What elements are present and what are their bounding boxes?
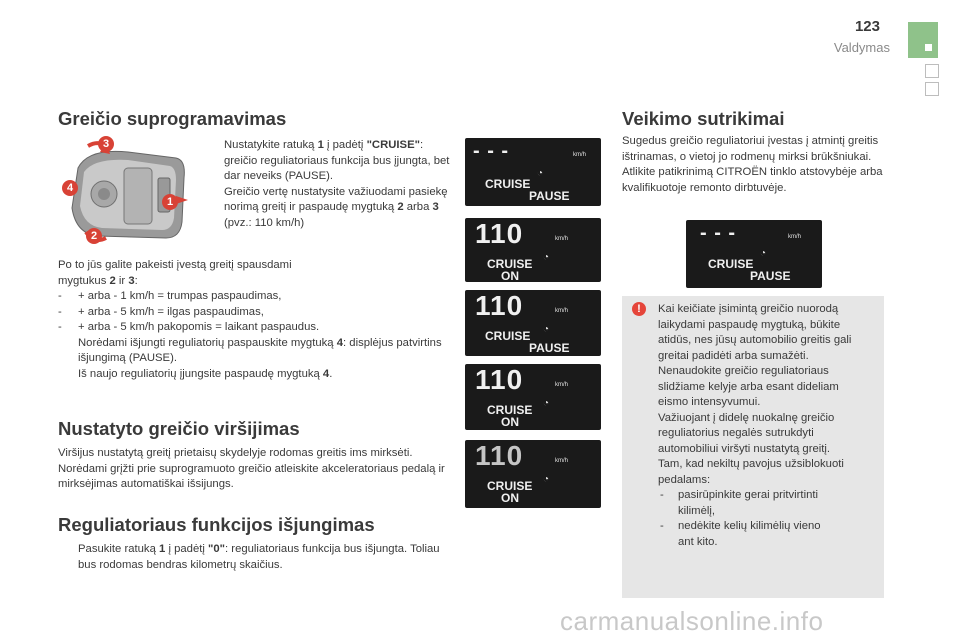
disable-function-steps <box>58 542 454 573</box>
display-cruise-on-110-blinking: 110 km/h CRUISE ON ◔ <box>465 440 601 508</box>
programming-steps <box>204 138 456 231</box>
display-cruise-pause-110: 110 km/h CRUISE PAUSE ◔ <box>465 290 601 356</box>
section-tab-empty <box>925 64 939 78</box>
speedometer-icon: ◔ <box>543 324 550 335</box>
display-cruise-pause-dashes: - - - km/h CRUISE PAUSE ◔ <box>465 138 601 206</box>
dash-item: - + arba - 1 km/h = trumpas paspaudimas, <box>58 290 282 302</box>
speed-adjust-intro: Po to jūs galite pakeisti įvestą greitį spausdami mygtukus 2 ir 3: <box>58 259 292 287</box>
callout-4: 4 <box>62 180 78 196</box>
malfunctions-text: Sugedus greičio reguliatoriui įvestas į atmintį greitis ištrinamas, o vietoj jo rodmenų mirksi brūkšniukai. Atlikite patikrinimą CITROËN tinklo atstovybėje arba kvalifikuotoje remonto dirbtuvėje. <box>622 135 883 194</box>
speedometer-icon: ◔ <box>543 252 550 263</box>
step-item: Norėdami išjungti reguliatorių paspauskite mygtuką 4: displėjus patvirtins išjungimą (PAUSE). <box>78 336 442 364</box>
speedometer-icon: ◔ <box>537 168 544 179</box>
heading-speed-programming: Greičio suprogramavimas <box>58 108 287 129</box>
display-malfunction-dashes: - - - km/h CRUISE PAUSE ◔ <box>686 220 822 288</box>
cruise-stalk-illustration <box>58 138 198 248</box>
warning-icon: ! <box>632 302 646 316</box>
section-title: Valdymas <box>833 40 890 55</box>
heading-speed-exceeding: Nustatyto greičio viršijimas <box>58 418 300 439</box>
step-item: Iš naujo reguliatorių įjungsite paspaudę mygtuką 4. <box>78 367 333 380</box>
step-item: Nustatykite ratuką 1 į padėtį "CRUISE": greičio reguliatoriaus funkcija bus įjungta, bet dar neveiks (PAUSE). <box>224 139 450 182</box>
dash-item: - + arba - 5 km/h = ilgas paspaudimas, <box>58 305 264 318</box>
step-item: Pasukite ratuką 1 į padėtį "0": reguliatoriaus funkcija bus išjungta. Toliau bus rodomas bendras kilometrų skaičius. <box>78 543 440 571</box>
step-item: Greičio vertę nustatysite važiuodami pasiekę norimą greitį ir paspaudę mygtuką 2 arba 3 (pvz.: 110 km/h) <box>224 185 448 229</box>
speed-exceeding-text: Viršijus nustatytą greitį prietaisų skydelyje rodomas greitis ims mirksėti. Norėdami grįžti prie suprogramuoto greičio atleiskite akceleratoriaus pedalą ir mirksėjimas automatiškai išsijungs. <box>58 447 445 490</box>
page-number: 123 <box>854 18 880 35</box>
heading-malfunctions: Veikimo sutrikimai <box>622 108 785 129</box>
warning-dash-item: - nedėkite kelių kilimėlių vieno ant kito. <box>660 520 821 548</box>
speed-adjust-block <box>58 258 454 382</box>
display-cruise-on-110: 110 km/h CRUISE ON ◔ <box>465 364 601 430</box>
section-tab <box>908 22 938 58</box>
watermark: carmanualsonline.info <box>560 606 824 636</box>
dash-item: - + arba - 5 km/h pakopomis = laikant paspaudus. <box>58 321 320 333</box>
warning-text: Kai keičiate įsimintą greičio nuorodą laikydami paspaudę mygtuką, būkite atidūs, nes jūsų automobilio greitis gali greitai padidėti arba sumažėti. Nenaudokite greičio reguliatoriaus slidžiame kelyje arba esant dideliam eismo intensyvumui. Važiuojant į didelę nuokalnę greičio reguliatorius negalės sutrukdyti automobiliui viršyti nustatytą greitį. Tam, kad nekiltų pavojus užsiblokuoti pedalams: - pasirūpinkite gerai pritvirtinti kilimėlį, - nedėkite kelių kilimėlių vieno ant kito. <box>658 302 880 550</box>
callout-1: 1 <box>162 194 178 210</box>
speedometer-icon: ◔ <box>543 398 550 409</box>
disable-steps <box>58 336 454 383</box>
display-cruise-on-110: 110 km/h CRUISE ON ◔ <box>465 218 601 282</box>
callout-2: 2 <box>86 228 102 244</box>
adjust-dash-list <box>58 289 454 336</box>
heading-disable-function: Reguliatoriaus funkcijos išjungimas <box>58 514 375 535</box>
callout-3: 3 <box>98 136 114 152</box>
warning-dash-item: - pasirūpinkite gerai pritvirtinti kilimėlį, <box>660 489 819 517</box>
speedometer-icon: ◔ <box>760 248 767 259</box>
section-tab-empty <box>925 82 939 96</box>
speedometer-icon: ◔ <box>543 474 550 485</box>
